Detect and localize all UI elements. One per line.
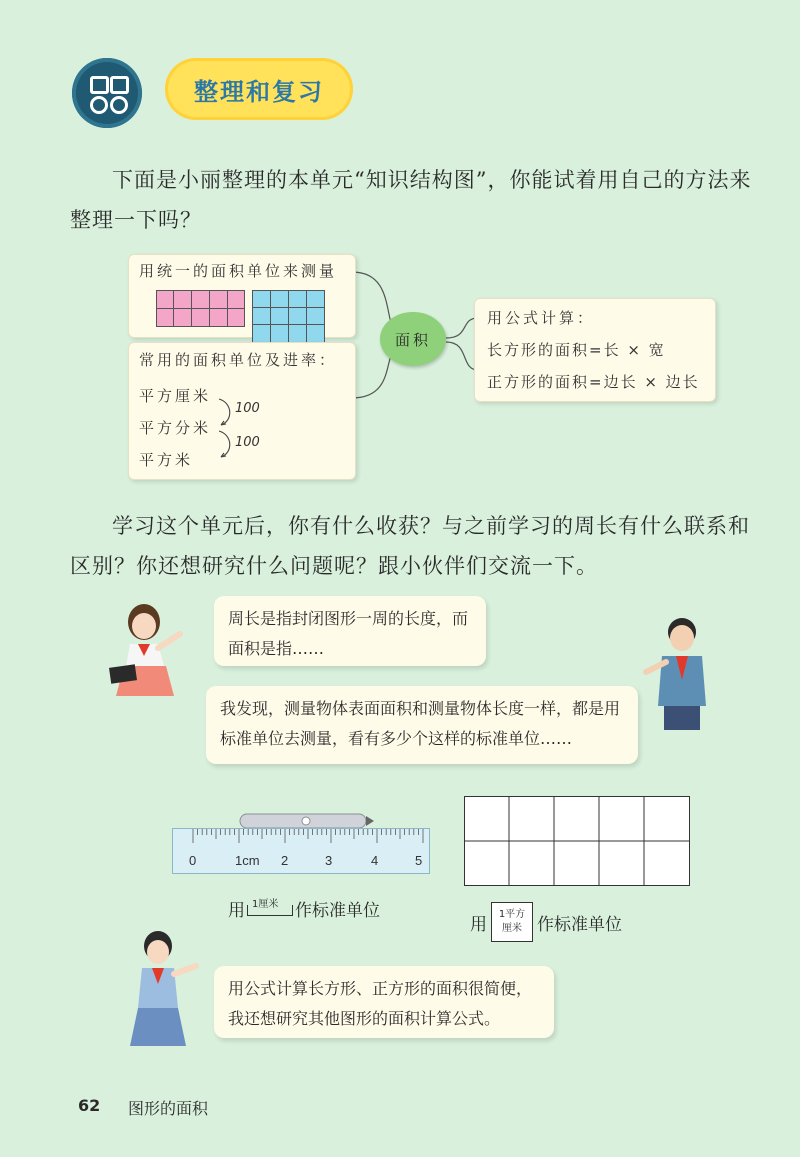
length-unit-caption (228, 896, 380, 921)
formula-title: 用公式计算： (487, 309, 596, 327)
length-caption-unit: 1厘米 (252, 899, 279, 910)
girl-student-illustration (100, 596, 196, 696)
unit-sq-m: 平方米 (139, 451, 194, 469)
speech-bubble-3: 用公式计算长方形、正方形的面积很简便，我还想研究其他图形的面积计算公式。 (214, 966, 554, 1038)
units-title: 常用的面积单位及进率： (139, 351, 338, 369)
units-card (128, 342, 356, 480)
area-center-node: 面积 (380, 312, 446, 366)
ruler-label-3: 3 (325, 853, 333, 868)
conversion-arrows (217, 395, 237, 467)
section-title: 整理和复习 (165, 58, 353, 120)
formula-card (474, 298, 716, 402)
unit-sq-dm: 平方分米 (139, 419, 212, 437)
intro-paragraph: 下面是小丽整理的本单元“知识结构图”，你能试着用自己的方法来整理一下吗？ (70, 168, 752, 232)
formula-square: 正方形的面积=边长 × 边长 (487, 373, 700, 391)
square-cm-unit-box (491, 902, 533, 942)
rate-1: 100 (235, 401, 260, 416)
square-cm-grid (464, 796, 690, 886)
chapter-title: 图形的面积 (128, 1099, 209, 1118)
formula-rectangle: 长方形的面积=长 × 宽 (487, 341, 666, 359)
area-caption-suffix: 作标准单位 (537, 914, 622, 935)
grid-lines (464, 796, 690, 886)
ruler-label-4: 4 (371, 853, 379, 868)
ruler (172, 828, 430, 874)
ruler-label-0: 0 (189, 853, 197, 868)
boy-student-illustration (636, 610, 726, 730)
area-caption-unit-line2: 厘米 (502, 923, 522, 934)
measure-title: 用统一的面积单位来测量 (139, 262, 338, 280)
area-unit-caption (470, 902, 622, 942)
ruler-label-2: 2 (281, 853, 289, 868)
girl-student-2-illustration (118, 926, 208, 1050)
ruler-ticks (173, 829, 429, 851)
ruler-label-5: 5 (415, 853, 423, 868)
length-caption-suffix: 作标准单位 (295, 901, 380, 921)
rate-2: 100 (235, 435, 260, 450)
ruler-label-1: 1cm (235, 853, 260, 868)
speech-bubble-2: 我发现，测量物体表面面积和测量物体长度一样，都是用标准单位去测量，看有多少个这样的标准单位…… (206, 686, 638, 764)
pink-unit-grid (156, 290, 244, 326)
blue-unit-grid (252, 290, 324, 342)
page-number: 62 (78, 1096, 101, 1115)
length-caption-prefix: 用 (228, 901, 245, 921)
area-caption-unit-line1: 1平方 (498, 909, 526, 920)
map-connectors (0, 0, 800, 520)
speech-bubble-1: 周长是指封闭图形一周的长度，而面积是指…… (214, 596, 486, 666)
unit-sq-cm: 平方厘米 (139, 387, 212, 405)
question-paragraph: 学习这个单元后，你有什么收获？与之前学习的周长有什么联系和区别？你还想研究什么问题呢？跟小伙伴们交流一下。 (70, 514, 750, 578)
area-caption-prefix: 用 (470, 914, 487, 935)
